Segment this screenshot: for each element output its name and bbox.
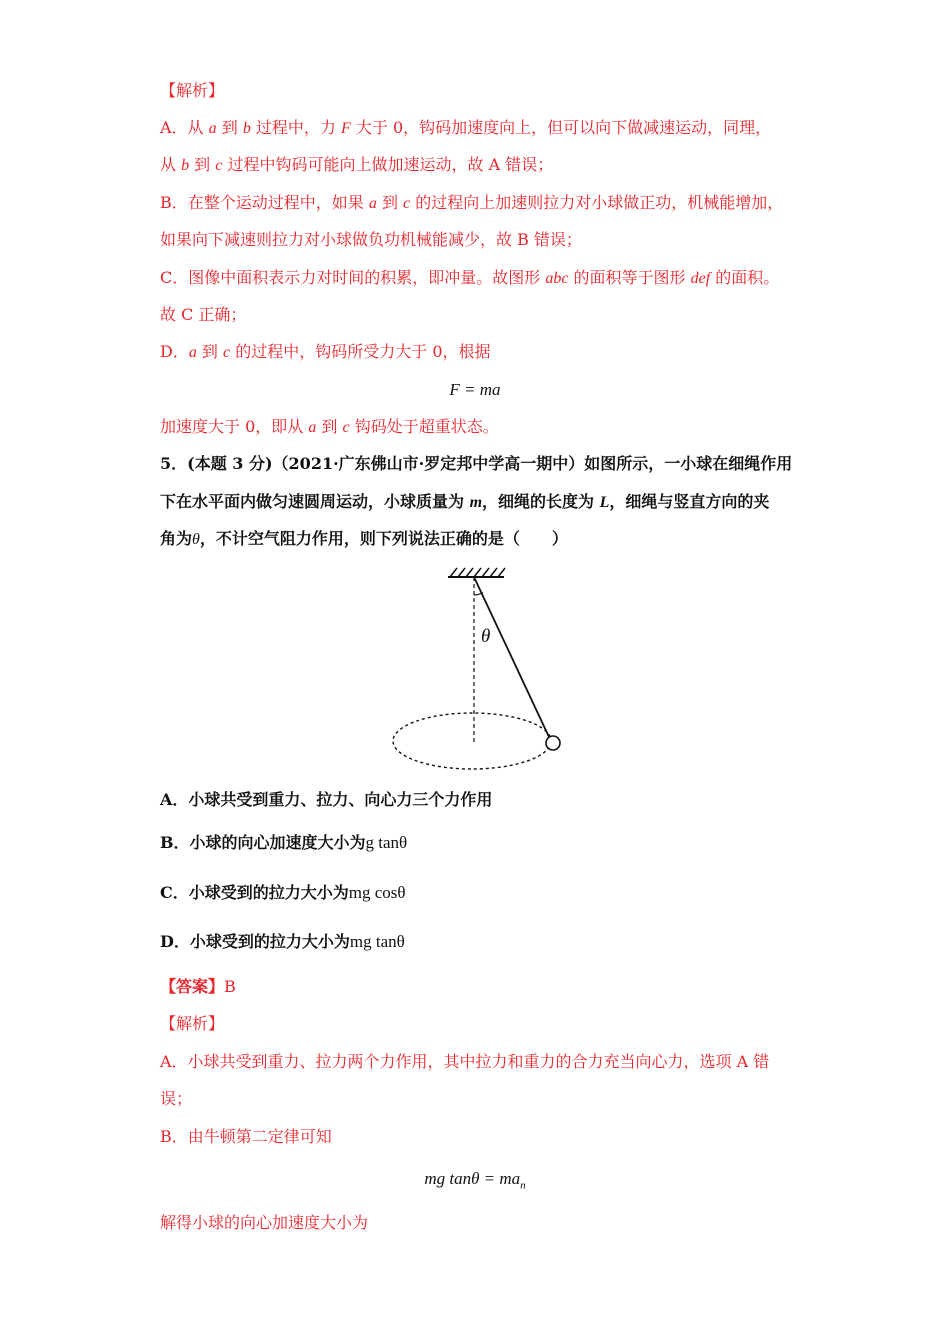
conical-pendulum-figure [380, 565, 580, 780]
ball [546, 736, 560, 750]
option-A: A．小球共受到重力、拉力、向心力三个力作用 [160, 790, 493, 809]
answer-value: B [224, 977, 236, 996]
formula-newton: mg $\tan\theta = ma_n$ [424, 1169, 526, 1192]
analysis2-header: 【解析】 [160, 1014, 225, 1033]
ceiling-hatch [450, 568, 505, 577]
analysis-D-line1: D．a 到 c 的过程中，钩码所受力大于 0，根据 [160, 342, 491, 361]
analysis-header: 【解析】 [160, 81, 225, 100]
circular-path-dashed [393, 713, 551, 769]
theta-label: θ [481, 626, 491, 647]
analysis2-A-line2: 误； [160, 1089, 193, 1108]
formula-F-ma: F = ma [449, 380, 501, 399]
option-B: B．小球的向心加速度大小为g tanθ [160, 833, 408, 852]
analysis2-B-line3: 解得小球的向心加速度大小为 [160, 1213, 369, 1232]
analysis-D-line3: 加速度大于 0，即从 a 到 c 钩码处于超重状态。 [160, 417, 499, 436]
question-5-line2: 下在水平面内做匀速圆周运动，小球质量为 m，细绳的长度为 L，细绳与竖直方向的夹 [160, 492, 770, 511]
option-D: D．小球受到的拉力大小为mg tanθ [160, 932, 405, 951]
analysis2-A-line1: A．小球共受到重力、拉力两个力作用，其中拉力和重力的合力充当向心力，选项 A 错 [160, 1052, 770, 1071]
rope [474, 577, 549, 737]
analysis-A-line1: A．从 a 到 b 过程中，力 F 大于 0，钩码加速度向上，但可以向下做减速运动，同理， [160, 118, 772, 137]
analysis2-B-line1: B．由牛顿第二定律可知 [160, 1127, 332, 1146]
answer-label: 【答案】 [160, 977, 225, 996]
analysis-B-line2: 如果向下减速则拉力对小球做负功机械能减少，故 B 错误； [160, 230, 582, 249]
question-5-line3: 角为θ，不计空气阻力作用，则下列说法正确的是（ ） [160, 529, 568, 548]
option-C: C．小球受到的拉力大小为mg cosθ [160, 883, 406, 902]
answer-line [160, 976, 236, 998]
analysis-A-line2: 从 b 到 c 过程中钩码可能向上做加速运动，故 A 错误； [160, 155, 554, 174]
analysis-C-line1: C．图像中面积表示力对时间的积累，即冲量。故图形 abc 的面积等于图形 def 的面积。 [160, 268, 780, 287]
analysis-C-line2: 故 C 正确； [160, 305, 247, 324]
analysis-B-line1: B．在整个运动过程中，如果 a 到 c 的过程向上加速则拉力对小球做正功，机械能增加， [160, 193, 784, 212]
question-5-line1: 5．(本题 3 分)（2021·广东佛山市·罗定邦中学高一期中）如图所示，一小球在细绳作用 [160, 454, 793, 473]
